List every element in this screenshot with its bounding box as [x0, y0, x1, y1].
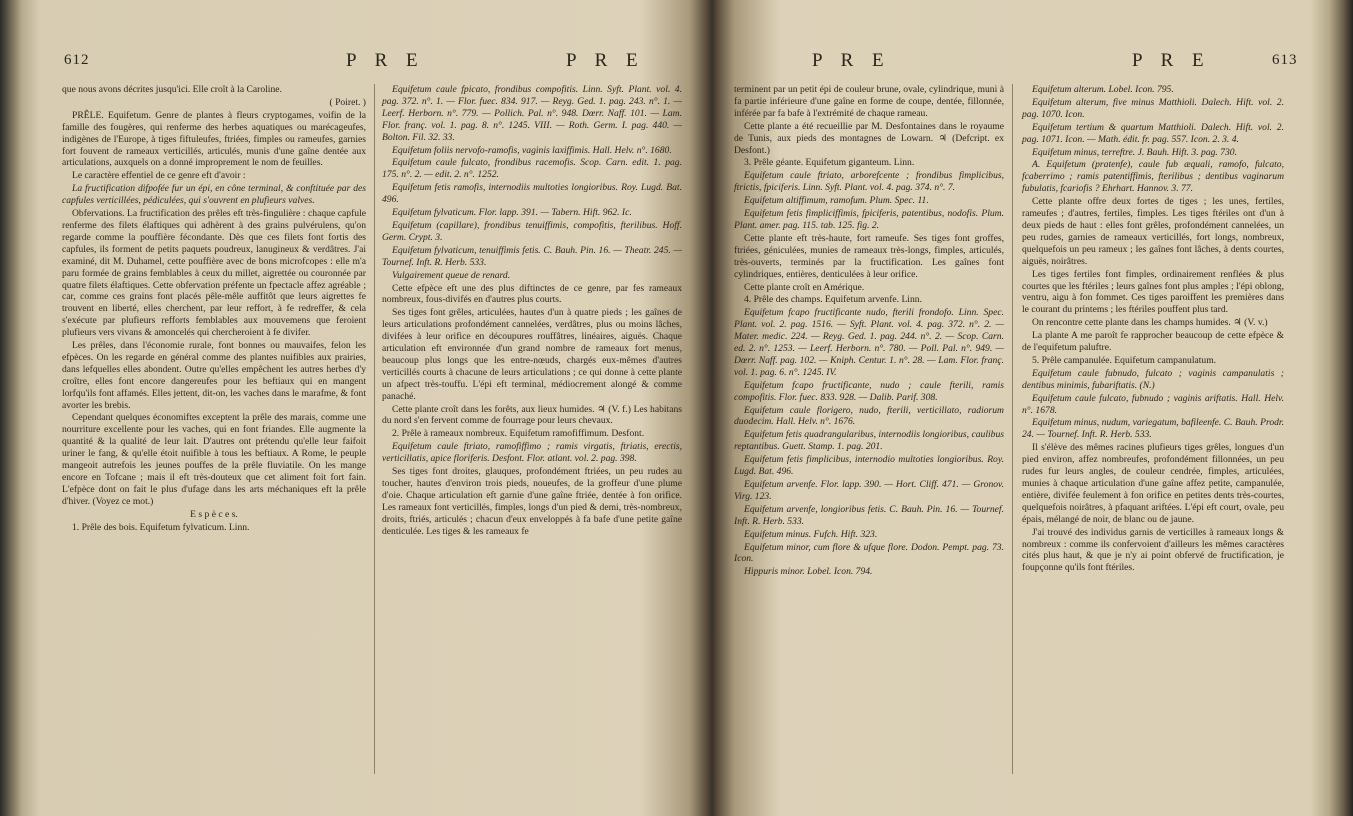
- paragraph: Equifetum caule fpicato, frondibus compofitis. Linn. Syft. Plant. vol. 4. pag. 372. n°. 1. — Flor. fuec. 834. 917. — Reyg. Ged. 1. pag. 243. n°. 1. — Leerf. Herborn. n°. 779. — Pollich. Pal. n°. 948. Dœrr. Naff. 101. — Lam. Flor. franç. vol. 1. pag. 8. n°. 1245. VIII. — Roth. Germ. I. pag. 440. — Bolton. Fil. 32. 33.: [382, 84, 682, 143]
- species-entry: 3. Prêle géante. Equifetum giganteum. Linn.: [744, 157, 915, 169]
- species-entry: 5. Prêle campanulée. Equifetum campanulatum.: [1032, 354, 1217, 366]
- paragraph: Equifetum fetis fimpliciffimis, fpiciferis, patentibus, nodofis. Plum. Plant. amer. pag. 115. tab. 125. fig. 2.: [734, 208, 1004, 231]
- paragraph: Obfervations. La fructification des prêles eft très-fingulière : chaque capfule renferme des filets élaftiques qui adhèrent à des grains pulvérulens, qu'on regarde comme la pouffière fécondante. Dès que ces filets font fortis des capfules, ils forment de petits paquets poudreux, lanugineux & verdâtres. J'ai examiné, dit M. Duhamel, cette pouffière avec de bons microfcopes : elle m'a paru formée de grains femblables à ceux du millet, aigrettée ou couronnée par quatre filets élaftiques. Cette obfervation préfente un fpectacle affez agréable ; car, comme ces grains font placés pêle-mêle auffitôt que leurs aigrettes fe trouvent en liberté, elles cherchent, par leur reffort, à fe redreffer, & cela s'exécute par plufieurs refforts femblables aux mouvemens que feroient plufieurs vers vivans & amoncelés qui chercheroient à fe divifer.: [62, 208, 366, 339]
- right-page-number: 613: [1272, 52, 1298, 68]
- column-rule: [1012, 84, 1013, 774]
- paragraph: Les tiges fertiles font fimples, ordinairement renflées & plus courtes que les ftériles ; leurs gaînes font plus amples ; l'épi oblong, ventru, aigu à fon fommet. Ces tiges paroiffent les premières dans le courant du printems ; les ftériles pouffent plus tard.: [1022, 268, 1284, 316]
- paragraph: Equifetum fetis fimplicibus, internodio multoties longioribus. Roy. Lugd. Bat. 496.: [734, 454, 1004, 478]
- paragraph: Equifetum foliis nervofo-ramofis, vaginis laxiffimis. Hall. Helv. n°. 1680.: [392, 144, 672, 156]
- paragraph: Equifetum caule fubnudo, fulcato ; vaginis campanulatis ; dentibus minimis, fubariftatis. (N.): [1022, 367, 1284, 391]
- paragraph: Equifetum fetis quadrangularibus, internodiis longioribus, caulibus reptantibus. Guett. Stamp. 1. pag. 201.: [734, 429, 1004, 453]
- right-column-2: [1022, 84, 1284, 575]
- paragraph: J'ai trouvé des individus garnis de verticilles à rameaux longs & nombreux : comme ils confervoient d'ailleurs les mêmes caractères cités plus haut, & que je n'y ai point obfervé de fructification, je foupçonne qu'ils font ftériles.: [1022, 526, 1284, 574]
- paragraph: Equifetum alterum, five minus Matthioli. Dalech. Hift. vol. 2. pag. 1070. Icon.: [1022, 96, 1284, 120]
- paragraph: Equifetum caule florigero, nudo, fterili, verticillato, radiorum duodecim. Hall. Helv. n°. 1676.: [734, 404, 1004, 428]
- left-column-2: [382, 84, 682, 539]
- paragraph: Equifetum altiffimum, ramofum. Plum. Spec. 11.: [744, 195, 929, 207]
- paragraph: Ses tiges font grêles, articulées, hautes d'un à quatre pieds ; les gaînes de leurs articulations profondément cannelées, verdâtres, plus ou moins lâches, divifées à leur orifice en découpures rouffâtres, linéaires, aiguës. Chaque articulation eft environnée d'un grand nombre de rameaux fort menus, beaucoup plus longs que les entre-nœuds, chargés eux-mêmes d'autres verticillés courts à chacune de leurs articulations ; ce qui donne à cette plante un afpect très-touffu. L'épi eft terminal, médiocrement alongé & comme panaché.: [382, 307, 682, 402]
- paragraph: Ses tiges font droites, glauques, profondément ftriées, un peu rudes au toucher, hautes d'environ trois pieds, noueufes, de la groffeur d'une plume d'oie. Chaque articulation eft garnie d'une gaîne ftriée, dentée à fon orifice. Les rameaux font verticillés, fimples, longs d'un pied & demi, très-nombreux, droits, ftriés, articulés ; chacun d'eux enveloppés à fa bafe d'une petite gaîne denticulée. Les tiges & les rameaux fe: [382, 466, 682, 537]
- species-entry: 1. Prêle des bois. Equifetum fylvaticum. Linn.: [72, 521, 250, 533]
- paragraph: Cette efpèce eft une des plus diftinctes de ce genre, par fes rameaux nombreux, fous-divifés en d'autres plus courts.: [382, 282, 682, 306]
- paragraph: Equifetum minus, nudum, variegatum, bafileenfe. C. Bauh. Prodr. 24. — Tournef. Inft. R. Herb. 533.: [1022, 417, 1284, 441]
- right-head-word: P R E: [812, 50, 891, 71]
- paragraph: Vulgairement queue de renard.: [392, 269, 511, 281]
- species-entry: 2. Prêle à rameaux nombreux. Equifetum ramofiffimum. Desfont.: [392, 428, 645, 440]
- left-head-word-col2: P R E: [566, 50, 645, 71]
- paragraph: Les prêles, dans l'économie rurale, font bonnes ou mauvaifes, felon les efpèces. On les regarde en général comme des plantes nuifibles aux prairies, dans lefquelles elles abondent. Outre qu'elles empêchent les autres herbes d'y croître, elles font encore dangereufes pour les beftiaux qui en mangent lorfqu'ils font affamés. Elles jettent, dit-on, les vaches dans le marafme, & font avorter les brebis.: [62, 340, 366, 411]
- paragraph: Equifetum minus. Fufch. Hift. 323.: [744, 528, 878, 540]
- paragraph: Cette plante eft très-haute, fort rameufe. Ses tiges font groffes, ftriées, géniculées, munies de rameaux très-longs, fimples, articulés, très-ouverts, terminés par la fructification. Les gaînes font cylindriques, entières, denticulées à leur orifice.: [734, 232, 1004, 280]
- paragraph: Cette plante offre deux fortes de tiges ; les unes, fertiles, rameufes ; d'autres, fertiles, fimples. Les tiges ftériles ont d'un à deux pieds de haut : elles font grêles, profondément cannelées, un peu rudes, garnies de rameaux verticillés, fort longs, nombreux, quelquefois un peu rameux ; les gaînes font lâches, à dents courtes, aiguës, noirâtres.: [1022, 196, 1284, 267]
- paragraph: On rencontre cette plante dans les champs humides. ♃ (V. v.): [1032, 317, 1268, 329]
- paragraph: La fructification difpofée fur un épi, en cône terminal, & conftituée par des capfules verticillées, pédiculées, qui s'ouvrent en plufieurs valves.: [62, 183, 366, 207]
- right-running-head: [712, 52, 1322, 78]
- paragraph: Il s'élève des mêmes racines plufieurs tiges grêles, longues d'un pied environ, affez nombreufes, profondément fillonnées, un peu rudes fur leurs angles, de couleur cendrée, fimples, articulées, munies à chaque articulation d'une gaîne affez petite, campanulée, entière, divifée feulement à fon orifice en petites dents très-courtes, quelquefois noirâtres, à pfaquant ariftées. L'épi eft court, ovale, peu épais, mélangé de noir, de blanc ou de jaune.: [1022, 442, 1284, 525]
- paragraph: Equifetum caule fulcato, frondibus racemofis. Scop. Carn. edit. 1. pag. 175. n°. 2. — edit. 2. n°. 1252.: [382, 157, 682, 181]
- paragraph: Equifetum fylvaticum, tenuiffimis fetis. C. Bauh. Pin. 16. — Theatr. 245. — Tournef. Inft. R. Herb. 533.: [382, 244, 682, 268]
- column-rule: [374, 84, 375, 774]
- paragraph: Equifetum minus, terreftre. J. Bauh. Hift. 3. pag. 730.: [1032, 146, 1238, 158]
- paragraph: Equifetum arvenfe. Flor. lapp. 390. — Hort. Cliff. 471. — Gronov. Virg. 123.: [734, 479, 1004, 502]
- paragraph: Equifetum caule ftriato, arborefcente ; frondibus fimplicibus, ftrictis, fpiciferis. Linn. Syft. Plant. vol. 4. pag. 374. n°. 7.: [734, 170, 1004, 194]
- paragraph: Equifetum fetis ramofis, internodiis multoties longioribus. Roy. Lugd. Bat. 496.: [382, 182, 682, 206]
- paragraph: que nous avons décrites jusqu'ici. Elle croît à la Caroline.: [62, 84, 282, 95]
- paragraph: PRÊLE. Equifetum. Genre de plantes à fleurs cryptogames, voifin de la famille des fougères, qui renferme des herbes aquatiques ou marécageufes, indigènes de l'Europe, à tiges fiftuleufes, ftriées, fimples ou rameufes, garnies fort fouvent de rameaux verticillés, articulés, munis d'une gaîne dentée aux articulations, auxquels on a donné improprement le nom de feuilles.: [62, 109, 366, 169]
- paragraph: Equifetum caule fulcato, fubnudo ; vaginis ariftatis. Hall. Helv. n°. 1678.: [1022, 392, 1284, 416]
- paragraph: Equifetum tertium & quartum Matthioli. Dalech. Hift. vol. 2. pag. 1071. Icon. — Math. édit. fr. pag. 557. Icon. 2. 3. 4.: [1022, 121, 1284, 145]
- paragraph: Equifetum (capillare), frondibus tenuiffimis, compofitis, fterilibus. Hoff. Germ. Crypt. 3.: [382, 219, 682, 243]
- paragraph: Equifetum arvenfe, longioribus fetis. C. Bauh. Pin. 16. — Tournef. Inft. R. Herb. 533.: [734, 503, 1004, 527]
- paragraph: terminent par un petit épi de couleur brune, ovale, cylindrique, muni à fa partie inférieure d'une gaîne en forme de coupe, dentée, fillonnée, inférée par fa bafe à l'extrémité de chaque rameau.: [734, 84, 1004, 119]
- left-running-head: [46, 52, 712, 78]
- paragraph: Equifetum fcapo fructificante nudo, fterili frondofo. Linn. Spec. Plant. vol. 2. pag. 1516. — Syft. Plant. vol. 4. pag. 372. n°. 2. — Mater. medic. 224. — Reyg. Ged. 1. pag. 244. n°. 2. — Scop. Carn. ed. 2. n°. 1253. — Leerf. Herborn. n°. 780. — Poll. Pal. n°. 949. — Dœrr. Naff. pag. 102. — Kniph. Centur. 1. n°. 28. — Lam. Flor. franç. vol. 1. pag. 6. n°. 1245. IV.: [734, 307, 1004, 378]
- right-column-1: [734, 84, 1004, 579]
- paragraph: Equifetum fcapo fructificante, nudo ; caule fterili, ramis compofitis. Flor. fuec. 833. 928. — Dalib. Parif. 308.: [734, 379, 1004, 403]
- paragraph: La plante A me paroît fe rapprocher beaucoup de cette efpèce & de l'equifetum paluftre.: [1022, 330, 1284, 354]
- species-entry: 4. Prêle des champs. Equifetum arvenfe. Linn.: [744, 294, 922, 306]
- paragraph: A. Equifetum (pratenfe), caule fub æquali, ramofo, fulcato, fcaberrimo ; ramis patentiffimis, fterilibus ; dentibus vaginarum fubulatis, fcariofis ? Ehrhart. Hannov. 3. 77.: [1022, 159, 1284, 195]
- left-column-1: [62, 84, 366, 535]
- left-page: [46, 0, 712, 816]
- paragraph: Hippuris minor. Lobel. Icon. 794.: [744, 566, 873, 578]
- left-page-number: 612: [64, 52, 90, 68]
- paragraph: Cependant quelques économiftes exceptent la prêle des marais, comme une nourriture excellente pour les vaches, qui en font friandes. Elle augmente la quantité & la qualité de leur lait. D'autres ont prétendu qu'elle leur faifoit uriner le fang, & qu'elle étoit nuifible à tous les beftiaux. A Rome, le peuple mangeoit autrefois les jeunes pouffes de la prêle fluviatile. On les mange encore en Tofcane ; mais il eft très-douteux que cet aliment foit fort fain. L'efpèce dont on fait le plus d'ufage dans les arts méchaniques eft la prêle d'hiver. (Voyez ce mot.): [62, 412, 366, 507]
- paragraph: Cette plante croît en Amérique.: [744, 281, 865, 293]
- paragraph: Le caractère effentiel de ce genre eft d'avoir :: [72, 170, 246, 182]
- right-head-word-col2: P R E: [1132, 50, 1211, 71]
- paragraph: Cette plante croît dans les forêts, aux lieux humides. ♃ (V. f.) Les habitans du nord s'en fervent comme de fourrage pour leurs chevaux.: [382, 403, 682, 427]
- paragraph: Equifetum caule ftriato, ramofiffimo ; ramis virgatis, ftriatis, erectis, verticillatis, apice floriferis. Desfont. Flor. atlant. vol. 2. pag. 398.: [382, 441, 682, 465]
- author-signature: ( Poiret. ): [329, 96, 366, 108]
- paragraph: Cette plante a été recueillie par M. Desfontaines dans le royaume de Tunis, aux pieds des montagnes de Lowarn. ♃ (Defcript. ex Desfont.): [734, 120, 1004, 156]
- right-page: [712, 0, 1322, 816]
- section-heading: E s p è c e s.: [190, 508, 238, 520]
- paragraph: Equifetum minor, cum flore & ufque flore. Dodon. Pempt. pag. 73. Icon.: [734, 541, 1004, 565]
- paragraph: Equifetum fylvaticum. Flor. lapp. 391. — Tabern. Hift. 962. Ic.: [392, 207, 632, 219]
- left-head-word: P R E: [346, 50, 425, 71]
- paragraph: Equifetum alterum. Lobel. Icon. 795.: [1032, 84, 1174, 95]
